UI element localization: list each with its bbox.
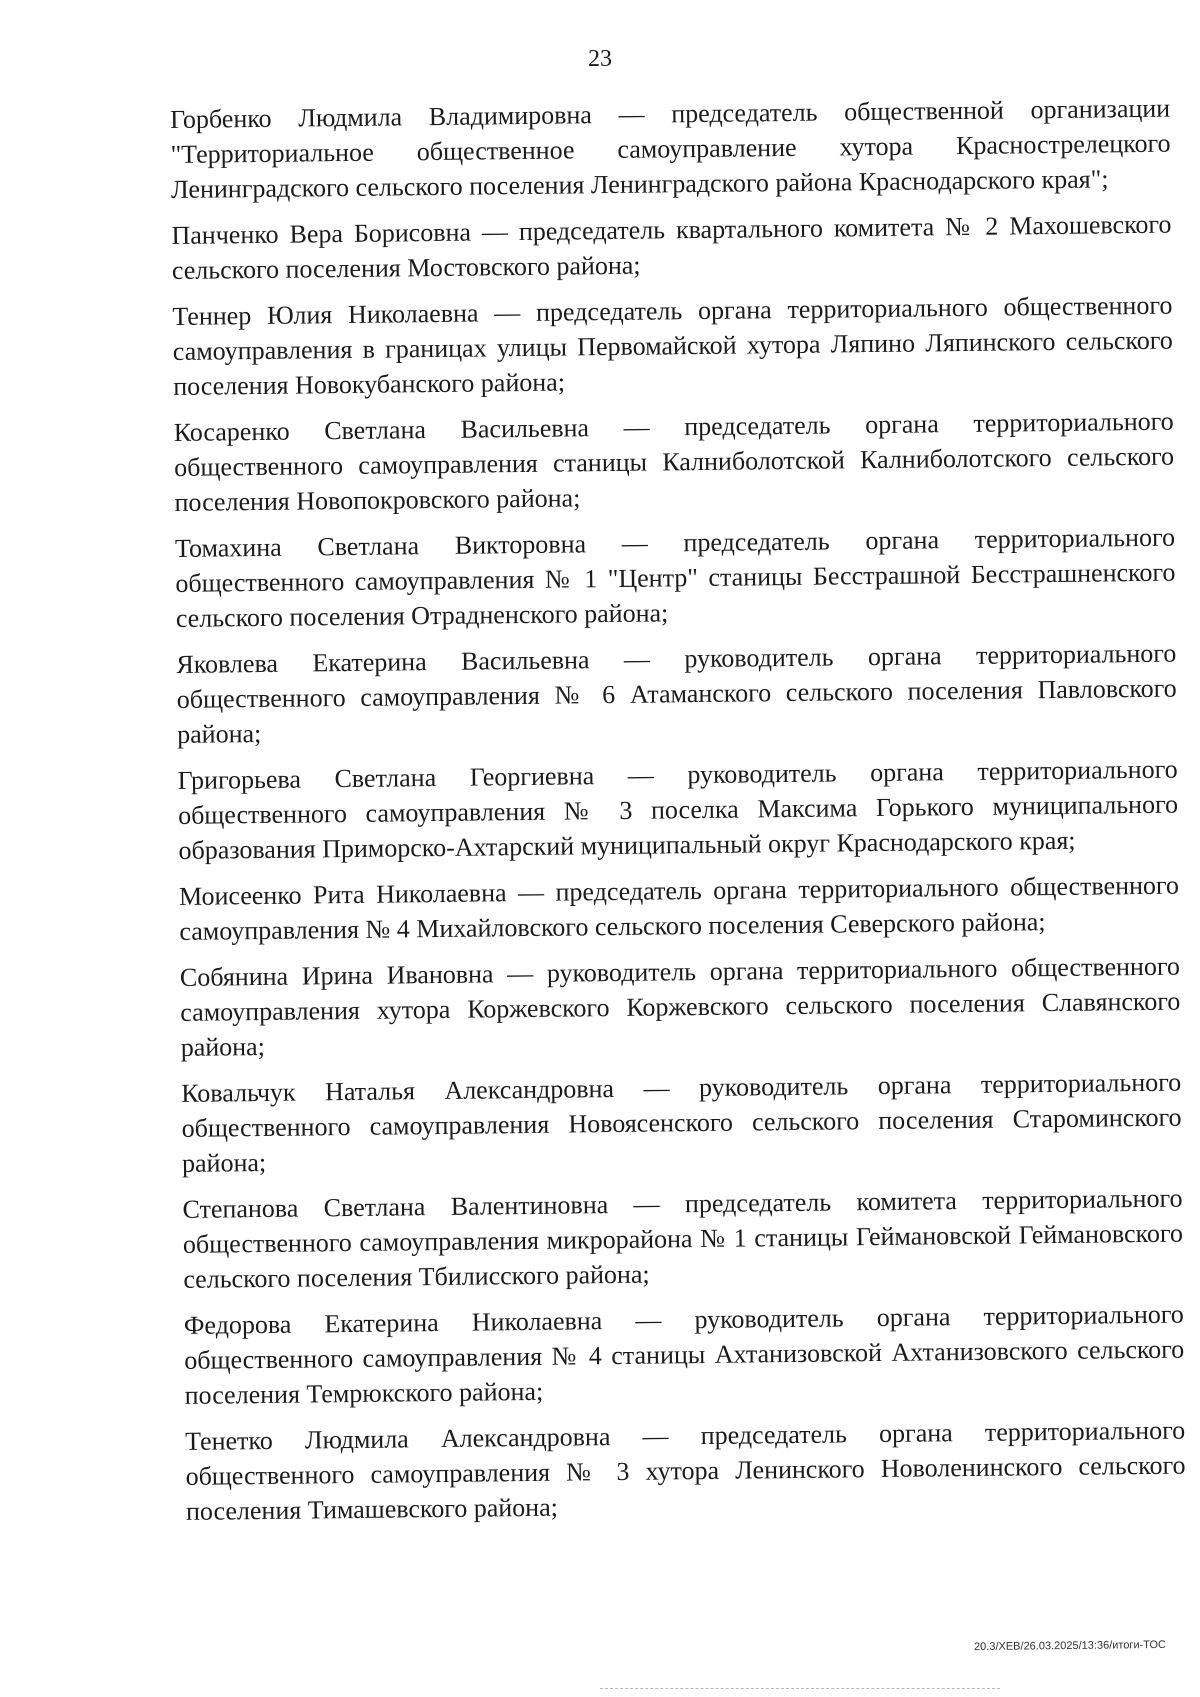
list-item: Собянина Ирина Ивановна — руководитель органа территориального общественного самоуправления хутора Коржевского Коржевского сельского поселения Славянского района; (179, 951, 1181, 1062)
list-item: Томахина Светлана Викторовна — председатель органа территориального общественного самоуправления № 1 "Центр" станицы Бесстрашной Бесстрашненского сельского поселения Отрадненского района; (174, 522, 1176, 633)
list-item: Степанова Светлана Валентиновна — председатель комитета территориального общественного самоуправления микрорайона № 1 станицы Геймановской Геймановского сельского поселения Тбилисского района; (182, 1183, 1184, 1294)
list-item: Горбенко Людмила Владимировна — председатель общественной организации "Территориальное общественное самоуправление хутора Краснострелецкого Ленинградского сельского поселения Ленинградского района Краснодарского края"; (170, 93, 1171, 204)
list-item: Моисеенко Рита Николаевна — председатель органа территориального общественного самоуправления № 4 Михайловского сельского поселения Северского района; (178, 870, 1180, 946)
list-item: Ковальчук Наталья Александровна — руководитель органа территориального общественного самоуправления Новоясенского сельского поселения Староминского района; (181, 1067, 1182, 1178)
scan-edge-line (600, 1688, 1000, 1690)
entry-list (170, 91, 1186, 1540)
list-item: Григорьева Светлана Георгиевна — руководитель органа территориального общественного самоуправления № 3 поселка Максима Горького муниципального образования Приморско-Ахтарский муниципальный округ Краснодарского края; (177, 754, 1179, 865)
page-number: 23 (588, 46, 612, 72)
list-item: Косаренко Светлана Васильевна — председатель органа территориального общественного самоуправления станицы Калниболотской Калниболотского сельского поселения Новопокровского района; (173, 406, 1175, 517)
document-footer-code: 20.3/ХЕВ/26.03.2025/13:36/итоги-ТОС (973, 1638, 1167, 1654)
list-item: Тенетко Людмила Александровна — председатель органа территориального общественного самоуправления № 3 хутора Ленинского Новоленинского сельского поселения Тимашевского района; (185, 1415, 1186, 1526)
list-item: Яковлева Екатерина Васильевна — руководитель органа территориального общественного самоуправления № 6 Атаманского сельского поселения Павловского района; (176, 638, 1177, 749)
list-item: Федорова Екатерина Николаевна — руководитель органа территориального общественного самоуправления № 4 станицы Ахтанизовской Ахтанизовского сельского поселения Темрюкского района; (183, 1299, 1185, 1410)
list-item: Теннер Юлия Николаевна — председатель органа территориального общественного самоуправления в границах улицы Первомайской хутора Ляпино Ляпинского сельского поселения Новокубанского района; (172, 290, 1173, 401)
list-item: Панченко Вера Борисовна — председатель квартального комитета № 2 Махошевского сельского поселения Мостовского района; (171, 209, 1172, 285)
